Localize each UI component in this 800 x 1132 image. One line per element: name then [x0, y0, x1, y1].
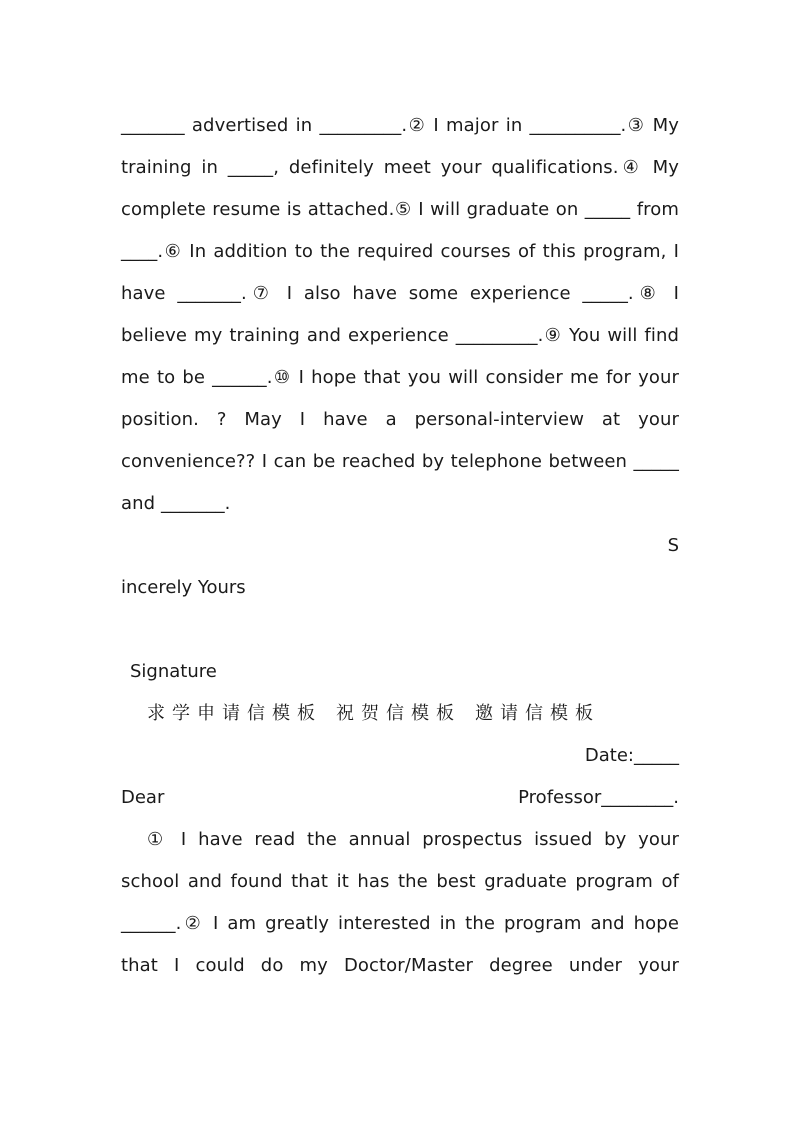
document-page — [121, 105, 679, 987]
congratulation-template-link[interactable]: 祝贺信模板 — [336, 703, 461, 724]
salutation-professor: Professor________. — [518, 787, 679, 808]
letter2-body-paragraph: ① I have read the annual prospectus issued by your school and found that it has the best graduate program of ______.② I am greatly interested in the program and hope that I could do my Doctor/Master degree under your — [121, 829, 679, 976]
invitation-template-link[interactable]: 邀请信模板 — [475, 703, 600, 724]
template-links — [121, 693, 679, 735]
letter-body-paragraph: _______ advertised in _________.② I major in __________.③ My training in _____, definitely meet your qualifications.④ My complete resume is attached.⑤ I will graduate on _____ from ____.⑥ In addition to the required courses of this program, I have _______.⑦ I also have some experience _____.⑧ I believe my training and experience _________.⑨ You will find me to be ______.⑩ I hope that you will consider me for your position. ? May I have a personal-interview at your convenience?? I can be reached by telephone between _____ and _______. — [121, 115, 679, 514]
salutation-dear: Dear — [121, 787, 165, 808]
closing-first-letter: S — [667, 535, 679, 556]
study-application-template-link[interactable]: 求学申请信模板 — [147, 703, 322, 724]
date-line: Date:_____ — [584, 745, 679, 766]
closing-rest: incerely Yours — [121, 577, 246, 598]
salutation-line — [121, 777, 679, 819]
signature: Signature — [130, 661, 217, 682]
spacer — [121, 609, 679, 651]
